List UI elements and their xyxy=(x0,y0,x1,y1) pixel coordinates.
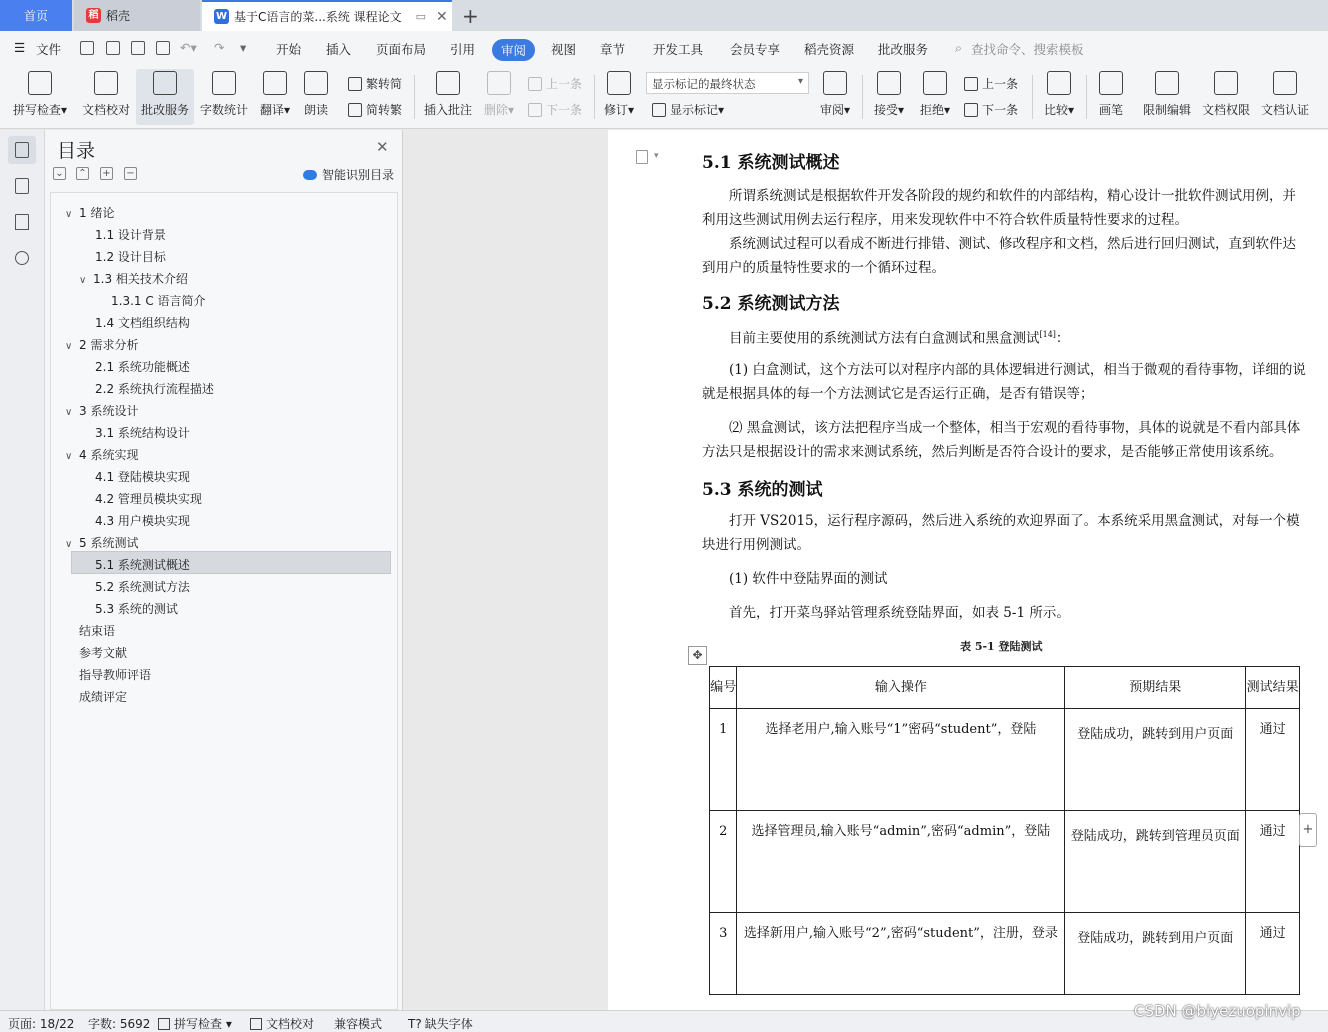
undo-icon[interactable]: ↶▾ xyxy=(180,40,197,55)
chevron-down-icon[interactable]: ▾ xyxy=(654,151,659,161)
table-header: 编号 xyxy=(710,667,737,709)
toc-item-label: 4.2 管理员模块实现 xyxy=(95,492,202,506)
next-comment-label: 下一条 xyxy=(546,103,583,117)
menu-bar xyxy=(0,31,1328,67)
menu-file[interactable]: 文件 xyxy=(36,42,62,57)
next-change-icon xyxy=(964,103,978,117)
menu-member[interactable]: 会员专享 xyxy=(730,42,781,57)
menu-correction-service[interactable]: 批改服务 xyxy=(878,42,929,57)
spellcheck-label: 拼写检查 xyxy=(12,103,61,117)
toc-list xyxy=(50,192,398,1010)
permission-icon xyxy=(1214,71,1238,95)
insert-comment-button[interactable] xyxy=(422,69,474,125)
menu-home[interactable]: 开始 xyxy=(276,42,302,57)
status-spellcheck-label: 拼写检查 xyxy=(174,1017,223,1031)
review-pane-label: 审阅 xyxy=(819,103,844,117)
correction-label: 批改服务 xyxy=(140,103,189,117)
show-markup-label: 显示标记 xyxy=(670,103,719,117)
toc-item[interactable] xyxy=(95,489,202,510)
table-cell: 选择管理员,输入账号“admin”,密码“admin”，登陆 xyxy=(737,811,1065,913)
search-icon xyxy=(15,251,29,265)
document-certify-button[interactable] xyxy=(1258,69,1312,125)
paragraph-menu-icon[interactable] xyxy=(636,150,648,164)
bookmark-pane-button[interactable] xyxy=(8,208,36,236)
checkbox-icon xyxy=(158,1018,170,1030)
find-pane-button[interactable] xyxy=(8,244,36,272)
compat-mode[interactable]: 兼容模式 xyxy=(334,1017,383,1031)
next-change-label: 下一条 xyxy=(982,103,1019,117)
navigation-rail xyxy=(0,130,45,1010)
tab-document[interactable] xyxy=(202,0,452,31)
heading-5-1: 5.1 系统测试概述 xyxy=(702,153,840,173)
toc-item[interactable] xyxy=(95,357,190,378)
toc-item[interactable] xyxy=(79,643,127,664)
markup-state-select[interactable]: 显示标记的最终状态 ▾ xyxy=(646,72,809,94)
table-cell: 登陆成功，跳转到用户页面 xyxy=(1065,913,1246,995)
search-icon: ⌕ xyxy=(955,40,963,55)
chevron-down-icon[interactable]: ∨ xyxy=(65,341,73,352)
paragraph: (1) 白盒测试，这个方法可以对程序内部的具体逻辑进行测试，相当于微观的看待事物，详细的说就是根据具体的每一个方法测试它是否运行正确，是否有错误等； xyxy=(702,362,1306,402)
lock-icon xyxy=(1155,71,1179,95)
chevron-down-icon[interactable]: ∨ xyxy=(65,539,73,550)
accept-icon xyxy=(877,71,901,95)
delete-comment-label: 删除 xyxy=(483,103,508,117)
paragraph: 打开 VS2015，运行程序源码，然后进入系统的欢迎界面了。本系统采用黑盒测试，对每一个模块进行用例测试。 xyxy=(702,513,1300,553)
translate-icon xyxy=(263,71,287,95)
hamburger-icon[interactable]: ☰ xyxy=(14,40,26,55)
word-count[interactable]: 字数: 5692 xyxy=(88,1017,151,1031)
heading-5-2: 5.2 系统测试方法 xyxy=(702,294,840,314)
toc-item-label: 1 绪论 xyxy=(79,206,115,220)
table-cell: 选择新用户,输入账号“2”,密码“student”，注册，登录 xyxy=(737,913,1065,995)
toc-item[interactable] xyxy=(65,533,138,554)
redo-icon[interactable]: ↷ xyxy=(214,40,225,55)
toc-item-label: 5 系统测试 xyxy=(79,536,139,550)
smart-toc-icon xyxy=(303,170,317,180)
table-cell: 选择老用户,输入账号“1”密码“student”，登陆 xyxy=(737,709,1065,811)
daoke-icon: 稻 xyxy=(86,8,101,23)
toc-item[interactable] xyxy=(95,511,190,532)
delete-comment-button[interactable]: 删除▾ xyxy=(480,69,518,125)
toc-item-label: 4.1 登陆模块实现 xyxy=(95,470,190,484)
missing-font-label: 缺失字体 xyxy=(424,1017,473,1031)
separator xyxy=(862,75,863,119)
toc-item[interactable] xyxy=(65,335,138,356)
compare-icon xyxy=(1047,71,1071,95)
prev-change-label: 上一条 xyxy=(982,77,1019,91)
separator xyxy=(1086,75,1087,119)
to-simplified-label: 繁转简 xyxy=(366,77,403,91)
status-proofread-label: 文档校对 xyxy=(266,1017,315,1031)
translate-label: 翻译 xyxy=(259,103,284,117)
table-cell: 3 xyxy=(710,913,737,995)
toc-item-label: 1.4 文档组织结构 xyxy=(95,316,190,330)
chevron-down-icon[interactable]: ∨ xyxy=(65,407,73,418)
document-permission-label: 文档权限 xyxy=(1201,103,1250,117)
font-icon: T? xyxy=(408,1016,422,1031)
pen-button[interactable] xyxy=(1094,69,1128,125)
bookmark-icon xyxy=(15,214,29,230)
toc-pane-button[interactable] xyxy=(8,136,36,164)
toc-item[interactable] xyxy=(95,577,190,598)
wordcount-button[interactable] xyxy=(198,69,250,125)
revise-button[interactable]: 修订▾ xyxy=(600,69,638,125)
tab-bar xyxy=(0,0,1328,31)
toc-item[interactable] xyxy=(95,599,178,620)
table-cell: 1 xyxy=(710,709,737,811)
table-cell: 通过 xyxy=(1246,811,1300,913)
proofread-icon xyxy=(250,1018,262,1030)
paragraph: ⑵ 黑盒测试，该方法把程序当成一个整体，相当于宏观的看待事物，具体的说就是不看内部具体方法只是根据设计的需求来测试系统，然后判断是否符合设计的要求，是否能够正常使用该系统。 xyxy=(702,420,1301,460)
watermark: CSDN @biyezuopinvip xyxy=(1134,1002,1301,1020)
print-icon[interactable] xyxy=(131,41,145,55)
accept-button[interactable]: 接受▾ xyxy=(870,69,908,125)
toc-title: 目录 xyxy=(57,140,96,162)
expand-up-icon[interactable]: ⌃ xyxy=(76,167,89,180)
tab-document-label: 基于C语言的菜...系统 课程论文 xyxy=(234,10,402,24)
review-pane-button[interactable]: 审阅▾ xyxy=(816,69,854,125)
chevron-down-icon[interactable]: ∨ xyxy=(65,451,73,462)
paragraph: (1) 软件中登陆界面的测试 xyxy=(729,571,888,587)
menu-view[interactable]: 视图 xyxy=(551,42,577,57)
canvas-background xyxy=(404,130,608,1010)
paragraph-text: 目前主要使用的系统测试方法有白盒测试和黑盒测试 xyxy=(729,330,1040,347)
table-cell: 登陆成功，跳转到用户页面 xyxy=(1065,709,1246,811)
toc-item-label: 3.1 系统结构设计 xyxy=(95,426,190,440)
prev-comment-button[interactable] xyxy=(528,75,582,92)
tab-daoke[interactable] xyxy=(74,0,200,31)
separator xyxy=(414,75,415,119)
paragraph: 系统测试过程可以看成不断进行排错、测试、修改程序和文档，然后进行回归测试，直到软件达到用户的质量特性要求的一个循环过程。 xyxy=(702,236,1296,276)
read-aloud-icon xyxy=(304,71,328,95)
tab-float-icon[interactable]: ▭ xyxy=(415,10,427,23)
toc-item[interactable] xyxy=(65,445,138,466)
chevron-down-icon[interactable]: ∨ xyxy=(79,275,87,286)
insert-comment-label: 插入批注 xyxy=(423,103,472,117)
toc-item-label: 2.2 系统执行流程描述 xyxy=(95,382,214,396)
proofread-button[interactable] xyxy=(78,69,134,125)
prev-comment-icon xyxy=(528,77,542,91)
translate-button[interactable]: 翻译▾ xyxy=(256,69,294,125)
proofread-icon xyxy=(94,71,118,95)
menu-section[interactable]: 章节 xyxy=(600,42,626,57)
toc-item[interactable] xyxy=(95,379,214,400)
toc-panel xyxy=(45,130,403,1010)
toc-item-label: 4 系统实现 xyxy=(79,448,139,462)
toc-item[interactable] xyxy=(79,665,151,686)
table-row xyxy=(710,913,1300,995)
next-comment-button[interactable] xyxy=(528,101,582,118)
table-cell: 2 xyxy=(710,811,737,913)
separator xyxy=(594,75,595,119)
page-indicator[interactable]: 页面: 18/22 xyxy=(8,1017,75,1031)
table-header: 测试结果 xyxy=(1246,667,1300,709)
read-aloud-label: 朗读 xyxy=(303,103,328,117)
toc-item-label: 2 需求分析 xyxy=(79,338,139,352)
tab-home-label: 首页 xyxy=(23,9,48,23)
export-pdf-icon[interactable] xyxy=(106,41,120,55)
delete-comment-icon xyxy=(487,71,511,95)
reject-label: 拒绝 xyxy=(919,103,944,117)
to-simplified-icon xyxy=(348,77,362,91)
word-doc-icon: W xyxy=(215,11,228,22)
toc-item-label: 1.3.1 C 语言简介 xyxy=(111,294,206,308)
move-table-icon[interactable]: ✥ xyxy=(688,646,707,665)
toc-icon xyxy=(15,142,29,158)
paragraph xyxy=(702,323,1308,351)
next-change-button[interactable] xyxy=(964,101,1018,118)
login-test-table xyxy=(709,666,1300,995)
new-tab-plus-icon[interactable]: + xyxy=(462,4,479,28)
menu-insert[interactable]: 插入 xyxy=(326,42,352,57)
show-markup-button[interactable]: 显示标记 ▾ xyxy=(652,101,724,118)
paragraph: 首先，打开菜鸟驿站管理系统登陆界面，如表 5-1 所示。 xyxy=(729,605,1070,621)
toc-item[interactable] xyxy=(79,621,115,642)
menu-page-layout[interactable]: 页面布局 xyxy=(376,42,427,57)
ribbon-toolbar xyxy=(0,67,1328,129)
toc-item-label: 3 系统设计 xyxy=(79,404,139,418)
revise-label: 修订 xyxy=(603,103,628,117)
toc-item-label: 5.1 系统测试概述 xyxy=(95,558,190,572)
document-certify-label: 文档认证 xyxy=(1260,103,1309,117)
separator xyxy=(1032,75,1033,119)
toc-item-label: 1.3 相关技术介绍 xyxy=(93,272,188,286)
correction-icon xyxy=(153,71,177,95)
menu-developer[interactable]: 开发工具 xyxy=(653,42,704,57)
menu-references[interactable]: 引用 xyxy=(450,42,476,57)
revise-icon xyxy=(607,71,631,95)
collapse-all-icon[interactable]: ⌄ xyxy=(53,167,66,180)
quick-access-dropdown-icon[interactable]: ▾ xyxy=(240,40,247,55)
restrict-editing-label: 限制编辑 xyxy=(1142,103,1191,117)
table-header: 输入操作 xyxy=(737,667,1065,709)
toc-item[interactable] xyxy=(95,225,166,246)
table-row xyxy=(710,709,1300,811)
tab-close-icon[interactable]: ✕ xyxy=(436,8,448,25)
toc-item[interactable] xyxy=(65,203,114,224)
wordcount-label: 字数统计 xyxy=(199,103,248,117)
smart-toc-label: 智能识别目录 xyxy=(322,168,395,182)
chapter-pane-button[interactable] xyxy=(8,172,36,200)
toc-item[interactable] xyxy=(95,423,190,444)
to-traditional-icon xyxy=(348,103,362,117)
add-column-icon[interactable]: + xyxy=(1299,813,1317,847)
to-traditional-label: 简转繁 xyxy=(366,103,403,117)
reject-button[interactable]: 拒绝▾ xyxy=(916,69,954,125)
table-cell: 通过 xyxy=(1246,913,1300,995)
spellcheck-button[interactable]: 拼写检查▾ xyxy=(8,69,72,125)
compare-button[interactable]: 比较▾ xyxy=(1040,69,1078,125)
prev-comment-label: 上一条 xyxy=(546,77,583,91)
print-preview-icon[interactable] xyxy=(156,41,170,55)
pen-icon xyxy=(1099,71,1123,95)
toc-item[interactable] xyxy=(111,291,206,312)
chapter-icon xyxy=(15,178,29,194)
restrict-editing-button[interactable] xyxy=(1140,69,1194,125)
toc-item-label: 5.3 系统的测试 xyxy=(95,602,178,616)
menu-daoke-resources[interactable]: 稻壳资源 xyxy=(804,42,855,57)
toc-item-label: 5.2 系统测试方法 xyxy=(95,580,190,594)
table-header: 预期结果 xyxy=(1065,667,1246,709)
toc-item[interactable] xyxy=(79,269,188,290)
status-spellcheck[interactable]: 拼写检查 ▾ xyxy=(158,1015,232,1032)
toc-item[interactable] xyxy=(95,247,166,268)
proofread-label: 文档校对 xyxy=(81,103,130,117)
toc-item[interactable] xyxy=(95,467,190,488)
toc-item[interactable] xyxy=(65,401,138,422)
command-search[interactable]: 查找命令、搜索模板 xyxy=(971,42,1084,57)
toc-item-label: 2.1 系统功能概述 xyxy=(95,360,190,374)
toc-item-label: 4.3 用户模块实现 xyxy=(95,514,190,528)
paragraph: 所谓系统测试是根据软件开发各阶段的规约和软件的内部结构，精心设计一批软件测试用例，并利用这些测试用例去运行程序，用来发现软件中不符合软件质量特性要求的过程。 xyxy=(702,188,1296,228)
smart-toc-button[interactable] xyxy=(303,166,394,183)
document-permission-button[interactable] xyxy=(1200,69,1252,125)
prev-change-button[interactable] xyxy=(964,75,1018,92)
toc-item-label: 1.2 设计目标 xyxy=(95,250,166,264)
correction-service-button[interactable] xyxy=(136,69,194,125)
tab-daoke-label: 稻壳 xyxy=(106,9,131,23)
pen-label: 画笔 xyxy=(1098,103,1123,117)
remove-heading-icon[interactable]: − xyxy=(124,167,137,180)
toc-item[interactable] xyxy=(95,313,190,334)
compare-label: 比较 xyxy=(1043,103,1068,117)
add-heading-icon[interactable]: + xyxy=(100,167,113,180)
to-traditional-button[interactable] xyxy=(348,101,402,118)
toc-item-label: 成绩评定 xyxy=(79,690,128,704)
read-aloud-button[interactable] xyxy=(300,69,332,125)
toc-item-label: 参考文献 xyxy=(79,646,128,660)
citation-ref[interactable]: [14] xyxy=(1039,330,1056,339)
status-bar xyxy=(0,1010,1328,1032)
paragraph-text: ： xyxy=(1055,330,1070,347)
document-page xyxy=(608,130,1328,1010)
save-icon[interactable] xyxy=(80,41,94,55)
review-pane-icon xyxy=(823,71,847,95)
menu-review[interactable]: 审阅 xyxy=(492,39,535,61)
table-cell: 通过 xyxy=(1246,709,1300,811)
status-proofread[interactable] xyxy=(250,1015,314,1032)
toc-item[interactable] xyxy=(79,687,127,708)
missing-font[interactable] xyxy=(408,1015,473,1032)
accept-label: 接受 xyxy=(873,103,898,117)
toc-item-label: 指导教师评语 xyxy=(79,668,152,682)
to-simplified-button[interactable] xyxy=(348,75,402,92)
tab-home[interactable] xyxy=(0,0,72,31)
chevron-down-icon[interactable]: ∨ xyxy=(65,209,73,220)
spellcheck-icon xyxy=(28,71,52,95)
next-comment-icon xyxy=(528,103,542,117)
table-cell: 登陆成功，跳转到管理员页面 xyxy=(1065,811,1246,913)
toc-item-label: 结束语 xyxy=(79,624,116,638)
insert-comment-icon xyxy=(436,71,460,95)
heading-5-3: 5.3 系统的测试 xyxy=(702,480,823,500)
show-markup-icon xyxy=(652,103,666,117)
prev-change-icon xyxy=(964,77,978,91)
certify-icon xyxy=(1273,71,1297,95)
table-caption: 表 5-1 登陆测试 xyxy=(960,640,1043,653)
toc-item-label: 1.1 设计背景 xyxy=(95,228,166,242)
close-icon[interactable]: ✕ xyxy=(376,138,389,156)
table-row xyxy=(710,811,1300,913)
toc-item[interactable] xyxy=(95,555,190,576)
reject-icon xyxy=(923,71,947,95)
wordcount-icon xyxy=(212,71,236,95)
